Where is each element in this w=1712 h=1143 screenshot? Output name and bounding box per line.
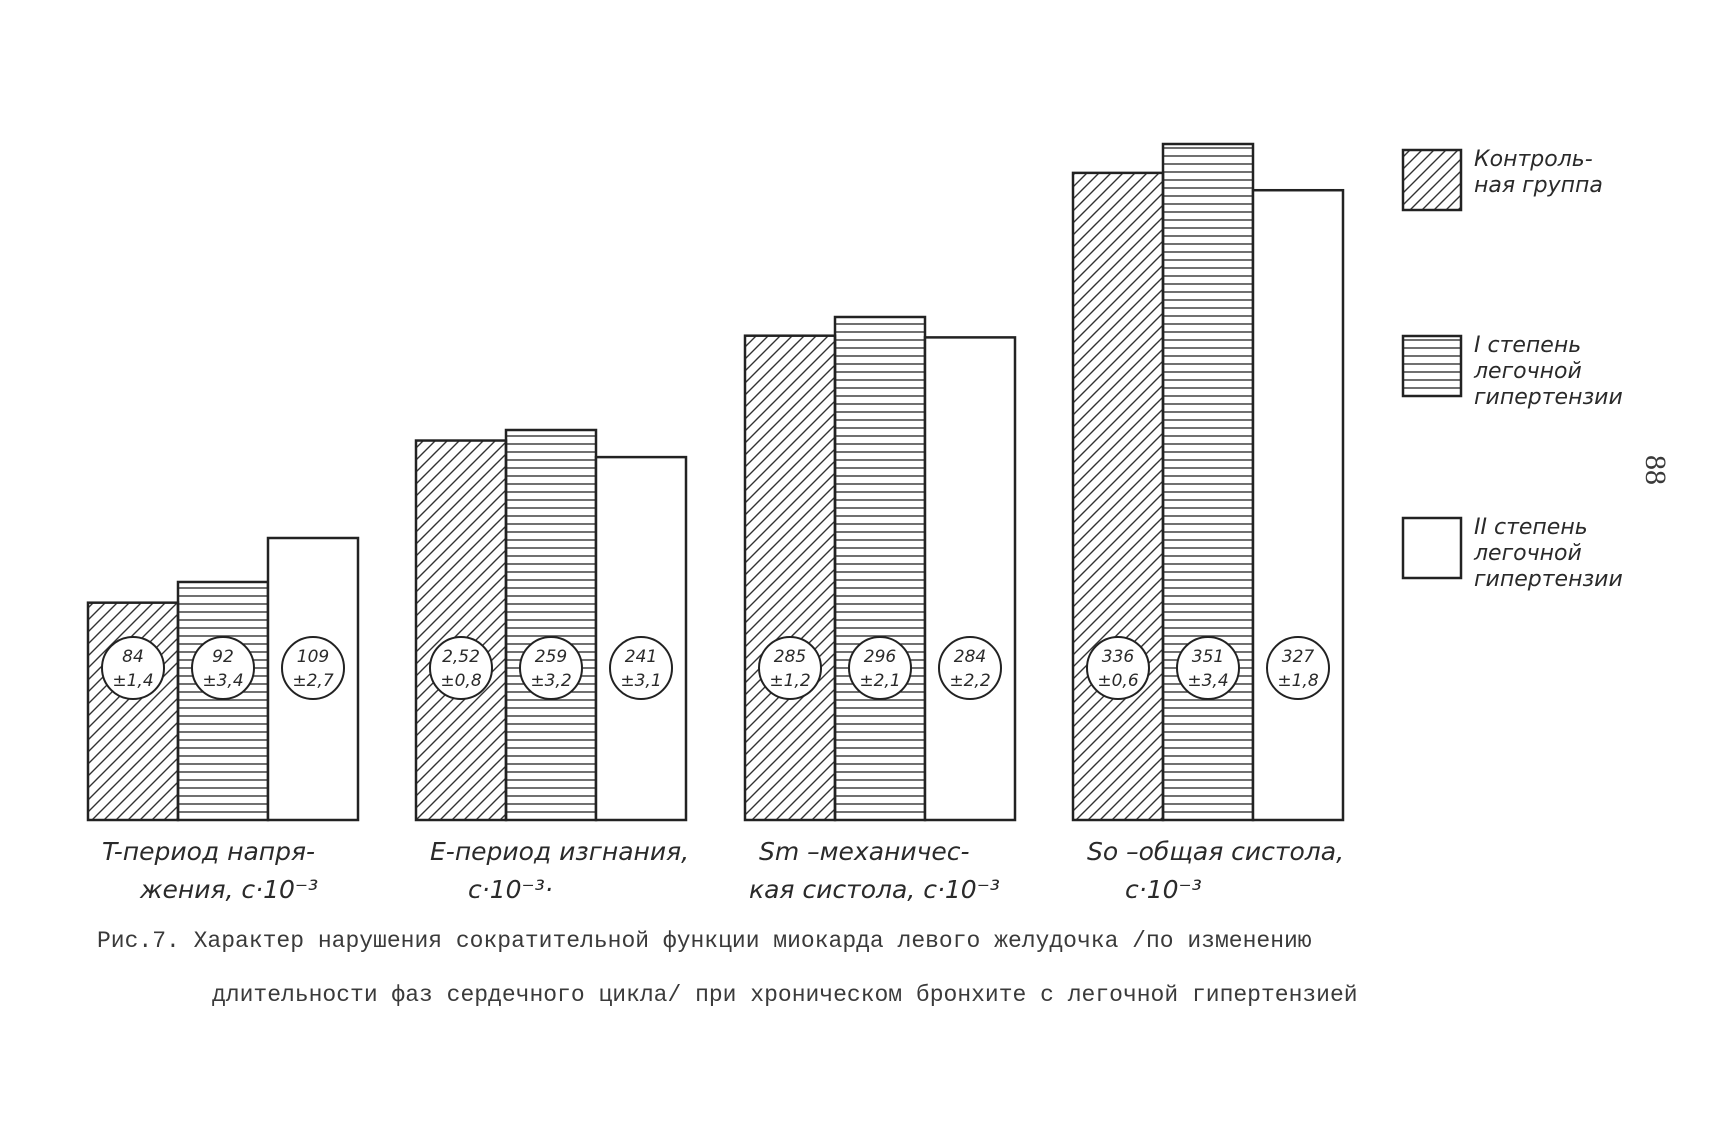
category-label-Sm-line-1: Sm –механичес- [759,837,970,866]
error-label-Sm-2: ±2,1 [859,671,901,691]
category-label-E-line-1: E-период изгнания, [430,837,690,866]
figure-caption-line-2: длительности фаз сердечного цикла/ при хроническом бронхите с легочной гипертензией [212,982,1358,1008]
error-label-So-2: ±3,4 [1187,671,1229,691]
error-label-So-3: ±1,8 [1277,671,1319,691]
bar-Sm-series-3 [925,337,1015,820]
error-label-T-1: ±1,4 [112,671,154,691]
bar-T-series-2 [178,582,268,820]
category-label-Sm-line-2: кая систола, с·10⁻³ [749,875,1000,904]
category-label-T-line-1: T-период напря- [102,837,316,866]
error-label-Sm-3: ±2,2 [949,671,991,691]
bar-So-series-1 [1073,173,1163,820]
legend-label-2-line-2: легочной [1474,359,1582,384]
error-label-T-3: ±2,7 [292,671,334,691]
legend-swatch-3 [1403,518,1461,578]
value-label-E-2: 259 [534,647,568,667]
bar-T-series-1 [88,603,178,820]
value-label-So-1: 336 [1101,647,1135,667]
legend-label-2-line-3: гипертензии [1474,385,1623,410]
error-label-T-2: ±3,4 [202,671,244,691]
category-label-So-line-2: с·10⁻³ [1125,875,1202,904]
legend-label-3-line-2: легочной [1474,541,1582,566]
legend-swatch-2 [1403,336,1461,396]
legend [1403,147,1623,592]
category-label-E-line-2: с·10⁻³· [468,875,553,904]
legend-label-1-line-2: ная группа [1474,173,1603,198]
error-label-So-1: ±0,6 [1097,671,1139,691]
page-number: 88 [1639,455,1672,485]
error-label-E-3: ±3,1 [620,671,662,691]
bar-E-series-1 [416,441,506,820]
value-label-E-1: 2,52 [442,647,480,667]
value-label-T-2: 92 [212,647,234,667]
bar-Sm-series-2 [835,317,925,820]
bar-So-series-2 [1163,144,1253,820]
category-labels-layer [102,837,1344,904]
bar-So-series-3 [1253,190,1343,820]
value-label-T-1: 84 [122,647,144,667]
value-label-So-2: 351 [1191,647,1225,667]
legend-label-1-line-1: Контроль- [1474,147,1593,172]
value-label-E-3: 241 [624,647,658,667]
value-label-So-3: 327 [1281,647,1315,667]
bars-layer [88,144,1343,820]
figure-caption-line-1: Рис.7. Характер нарушения сократительной функции миокарда левого желудочка /по изменению [97,928,1312,954]
legend-label-2-line-1: I степень [1474,333,1582,358]
value-label-Sm-3: 284 [953,647,987,667]
bar-E-series-2 [506,430,596,820]
error-label-Sm-1: ±1,2 [769,671,811,691]
legend-swatch-1 [1403,150,1461,210]
error-label-E-2: ±3,2 [530,671,572,691]
value-label-Sm-1: 285 [773,647,807,667]
value-label-T-3: 109 [296,647,330,667]
value-label-Sm-2: 296 [863,647,897,667]
category-label-So-line-1: So –общая систола, [1087,837,1345,866]
error-label-E-1: ±0,8 [440,671,482,691]
bar-Sm-series-1 [745,336,835,820]
legend-label-3-line-1: II степень [1474,515,1588,540]
category-label-T-line-2: жения, с·10⁻³ [140,875,319,904]
legend-label-3-line-3: гипертензии [1474,567,1623,592]
